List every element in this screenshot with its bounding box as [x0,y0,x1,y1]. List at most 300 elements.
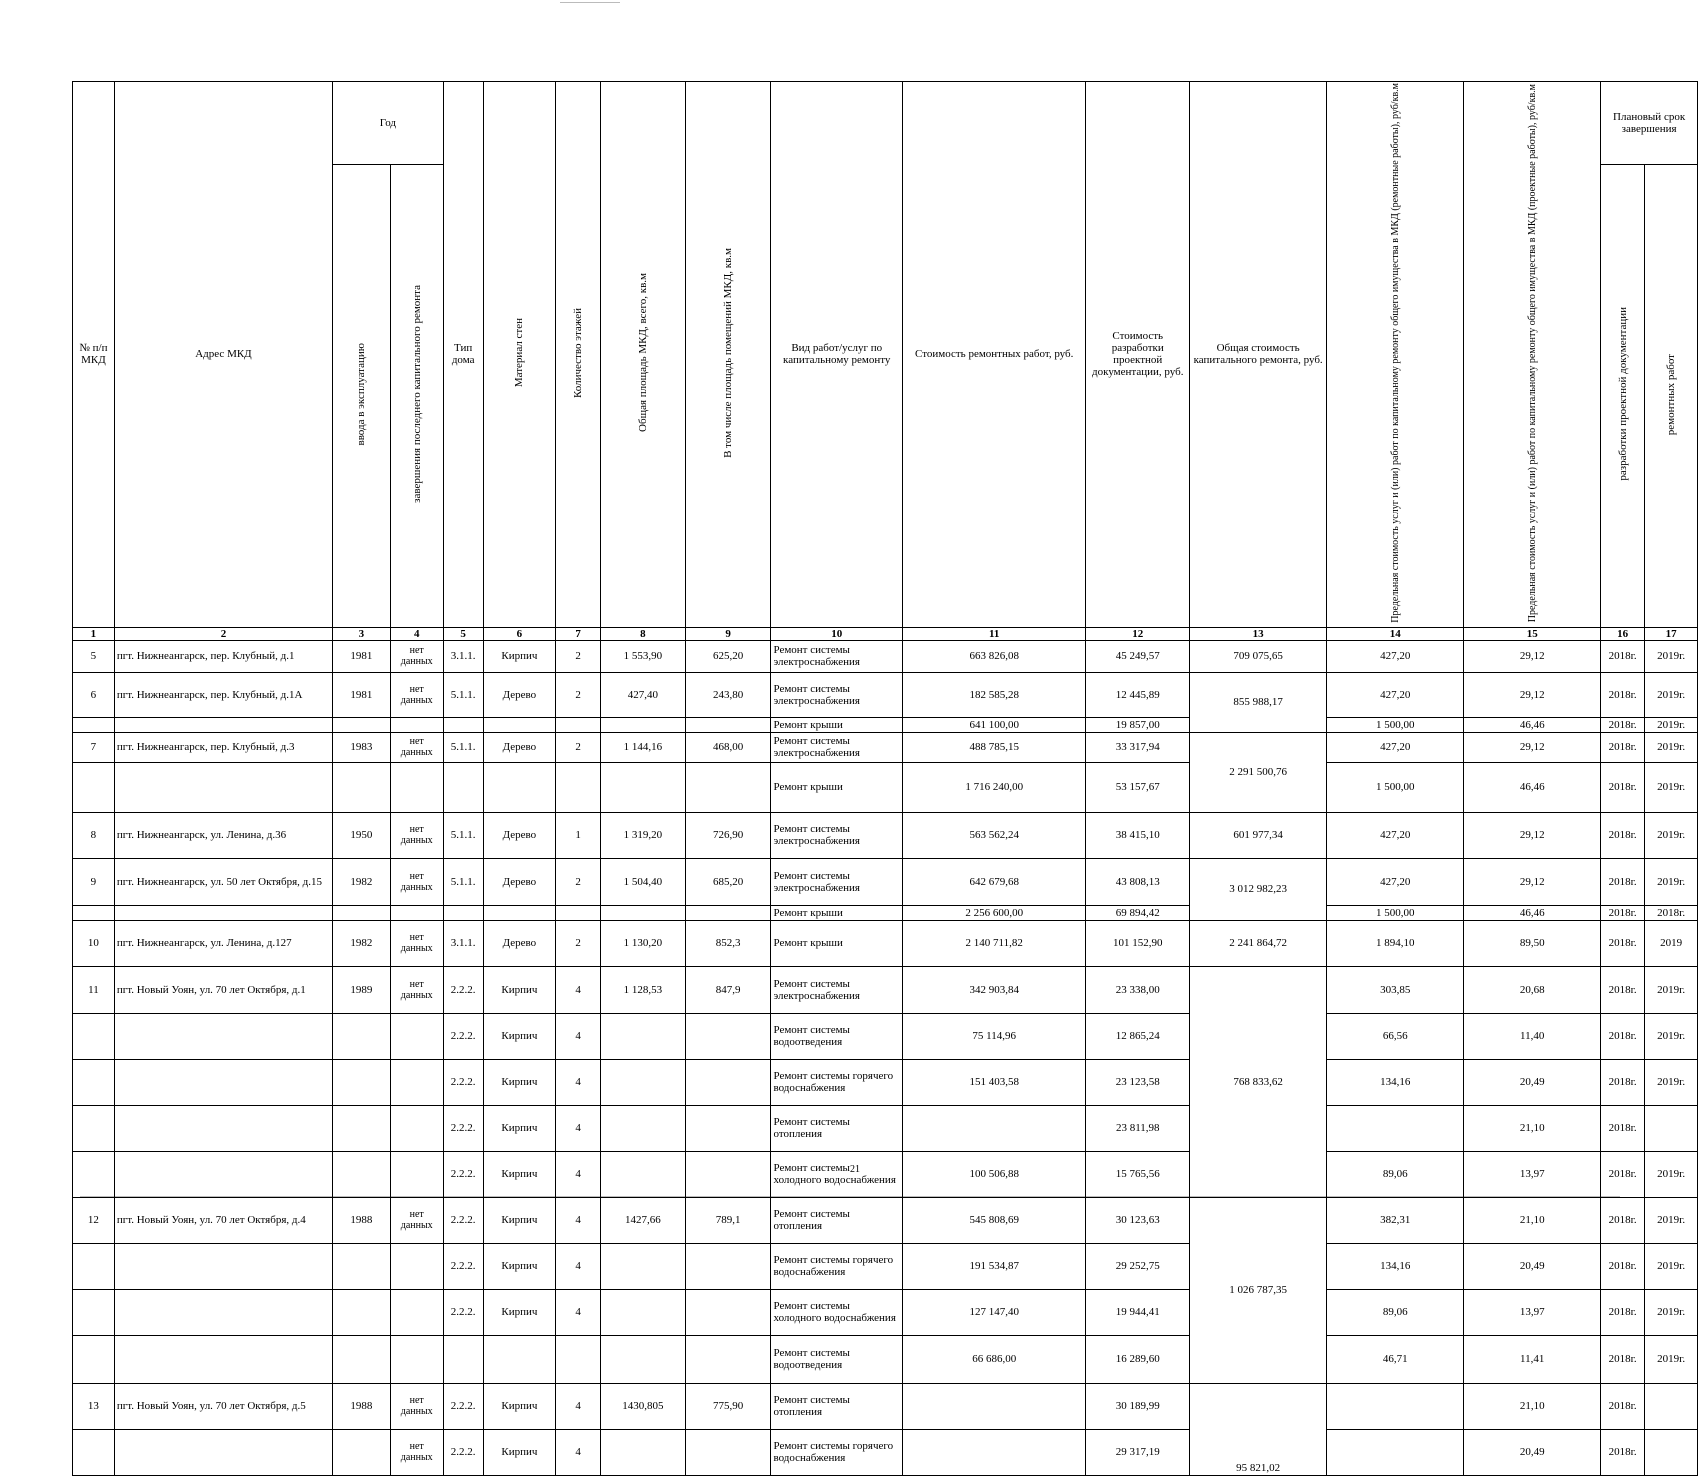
deadline-repair-cell [1645,1105,1698,1151]
limit-project-cell: 29,12 [1464,672,1601,717]
deadline-repair-cell: 2019г. [1645,1059,1698,1105]
row-number: 7 [73,732,115,762]
address-cell [114,1429,332,1475]
deadline-project-cell: 2018г. [1601,1105,1645,1151]
premises-area-cell: 243,80 [685,672,771,717]
wall-material-cell: Кирпич [483,1243,556,1289]
commission-year-cell [333,1289,391,1335]
house-type-cell: 2.2.2. [443,1383,483,1429]
table-row [73,905,1698,920]
house-type-cell: 2.2.2. [443,1429,483,1475]
work-type-cell: Ремонт системы горячего водоснабжения [771,1429,903,1475]
wall-material-cell: Кирпич [483,966,556,1013]
table-row [73,1335,1698,1383]
header-work-type: Вид работ/услуг по капитальному ремонту [771,82,903,628]
total-cost-cell: 601 977,34 [1190,812,1327,858]
commission-year-cell [333,1335,391,1383]
wall-material-cell [483,762,556,812]
address-cell [114,1059,332,1105]
address-cell: пгт. Нижнеангарск, ул. Ленина, д.36 [114,812,332,858]
column-number: 9 [685,627,771,640]
limit-repair-cell: 89,06 [1327,1151,1464,1197]
repair-cost-cell: 642 679,68 [902,858,1085,905]
floors-cell: 4 [556,1197,601,1243]
work-type-cell: Ремонт крыши [771,717,903,732]
total-area-cell: 427,40 [601,672,686,717]
premises-area-cell [685,762,771,812]
limit-repair-cell: 427,20 [1327,732,1464,762]
total-area-cell: 1 130,20 [601,920,686,966]
floors-cell: 4 [556,1105,601,1151]
deadline-project-cell: 2018г. [1601,920,1645,966]
deadline-project-cell: 2018г. [1601,1013,1645,1059]
header-row-number: № п/п МКД [73,82,115,628]
header-total-area: Общая площадь МКД, всего, кв.м [601,82,686,628]
limit-repair-cell: 46,71 [1327,1335,1464,1383]
repair-cost-cell: 545 808,69 [902,1197,1085,1243]
floors-cell: 4 [556,1013,601,1059]
limit-repair-cell: 1 500,00 [1327,762,1464,812]
total-cost-cell: 2 291 500,76 [1190,732,1327,812]
wall-material-cell: Дерево [483,920,556,966]
table-row [73,920,1698,966]
deadline-repair-cell: 2019г. [1645,1289,1698,1335]
wall-material-cell: Кирпич [483,1059,556,1105]
header-project-cost: Стоимость разработки проектной документации, руб. [1086,82,1190,628]
floors-cell [556,1335,601,1383]
limit-project-cell: 46,46 [1464,905,1601,920]
total-area-cell: 1 504,40 [601,858,686,905]
address-cell: пгт. Нижнеангарск, пер. Клубный, д.3 [114,732,332,762]
house-type-cell: 2.2.2. [443,1243,483,1289]
limit-project-cell: 46,46 [1464,717,1601,732]
total-area-cell [601,1105,686,1151]
premises-area-cell [685,1151,771,1197]
total-area-cell [601,1335,686,1383]
premises-area-cell [685,1335,771,1383]
deadline-repair-cell: 2019г. [1645,1243,1698,1289]
project-cost-cell: 16 289,60 [1086,1335,1190,1383]
scan-mark [560,2,620,3]
floors-cell: 4 [556,966,601,1013]
row-number: 5 [73,640,115,672]
house-type-cell: 2.2.2. [443,1013,483,1059]
total-area-cell [601,717,686,732]
row-number: 10 [73,920,115,966]
total-area-cell: 1 144,16 [601,732,686,762]
premises-area-cell: 847,9 [685,966,771,1013]
last-repair-cell: нет данных [390,812,443,858]
row-number: 12 [73,1197,115,1243]
deadline-repair-cell: 2019г. [1645,1197,1698,1243]
deadline-repair-cell: 2019г. [1645,1013,1698,1059]
limit-repair-cell [1327,1429,1464,1475]
last-repair-cell [390,1151,443,1197]
header-year: Год [333,82,444,165]
repair-cost-cell [902,1383,1085,1429]
row-number [73,1335,115,1383]
column-number: 8 [601,627,686,640]
column-number: 11 [902,627,1085,640]
limit-repair-cell: 427,20 [1327,812,1464,858]
wall-material-cell: Кирпич [483,1197,556,1243]
column-number: 15 [1464,627,1601,640]
deadline-project-cell: 2018г. [1601,1151,1645,1197]
project-cost-cell: 23 338,00 [1086,966,1190,1013]
column-number: 12 [1086,627,1190,640]
wall-material-cell: Дерево [483,812,556,858]
last-repair-cell [390,1059,443,1105]
header-deadline-project: разработки проектной документации [1601,164,1645,627]
deadline-project-cell: 2018г. [1601,966,1645,1013]
work-type-cell: Ремонт системы электроснабжения [771,672,903,717]
deadline-repair-cell: 2019г. [1645,1151,1698,1197]
premises-area-cell [685,1105,771,1151]
row-number [73,1105,115,1151]
premises-area-cell: 685,20 [685,858,771,905]
repair-cost-cell: 563 562,24 [902,812,1085,858]
row-number: 13 [73,1383,115,1429]
limit-project-cell: 11,41 [1464,1335,1601,1383]
limit-repair-cell: 303,85 [1327,966,1464,1013]
limit-project-cell: 46,46 [1464,762,1601,812]
row-number [73,905,115,920]
floors-cell: 1 [556,812,601,858]
limit-project-cell: 29,12 [1464,640,1601,672]
project-cost-cell: 23 811,98 [1086,1105,1190,1151]
address-cell [114,717,332,732]
floors-cell [556,762,601,812]
address-cell [114,762,332,812]
house-type-cell: 5.1.1. [443,858,483,905]
premises-area-cell: 789,1 [685,1197,771,1243]
floors-cell: 4 [556,1289,601,1335]
header-commission-year: ввода в эксплуатацию [333,164,391,627]
work-type-cell: Ремонт системы отопления [771,1105,903,1151]
commission-year-cell: 1989 [333,966,391,1013]
total-cost-cell: 95 821,02 [1190,1383,1327,1475]
commission-year-cell [333,1013,391,1059]
commission-year-cell: 1988 [333,1383,391,1429]
deadline-repair-cell: 2019г. [1645,762,1698,812]
table-row [73,1429,1698,1475]
last-repair-cell: нет данных [390,966,443,1013]
commission-year-cell: 1981 [333,672,391,717]
address-cell [114,1243,332,1289]
wall-material-cell [483,1335,556,1383]
deadline-repair-cell [1645,1429,1698,1475]
deadline-repair-cell [1645,1383,1698,1429]
row-number [73,1151,115,1197]
header-last-repair-year: завершения последнего капитального ремонта [390,164,443,627]
header-limit-project: Предельная стоимость услуг и (или) работ по капитальному ремонту общего имущества в МКД (проектные работы), руб/кв.м [1464,82,1601,628]
limit-repair-cell: 66,56 [1327,1013,1464,1059]
total-area-cell [601,1013,686,1059]
address-cell: пгт. Новый Уоян, ул. 70 лет Октября, д.4 [114,1197,332,1243]
header-total-cost: Общая стоимость капитального ремонта, руб. [1190,82,1327,628]
limit-project-cell: 29,12 [1464,858,1601,905]
project-cost-cell: 29 252,75 [1086,1243,1190,1289]
total-cost-cell: 2 241 864,72 [1190,920,1327,966]
table-row [73,812,1698,858]
repair-cost-cell: 2 140 711,82 [902,920,1085,966]
header-deadline-repair: ремонтных работ [1645,164,1698,627]
commission-year-cell: 1988 [333,1197,391,1243]
limit-project-cell: 20,49 [1464,1243,1601,1289]
last-repair-cell [390,1243,443,1289]
project-cost-cell: 69 894,42 [1086,905,1190,920]
limit-repair-cell: 134,16 [1327,1243,1464,1289]
limit-repair-cell [1327,1105,1464,1151]
house-type-cell: 2.2.2. [443,1105,483,1151]
row-number: 8 [73,812,115,858]
project-cost-cell: 30 189,99 [1086,1383,1190,1429]
wall-material-cell: Дерево [483,732,556,762]
deadline-project-cell: 2018г. [1601,1243,1645,1289]
total-area-cell: 1 128,53 [601,966,686,1013]
limit-repair-cell: 1 894,10 [1327,920,1464,966]
premises-area-cell [685,717,771,732]
commission-year-cell: 1983 [333,732,391,762]
address-cell [114,1013,332,1059]
header-house-type: Тип дома [443,82,483,628]
last-repair-cell [390,1013,443,1059]
row-number [73,1013,115,1059]
commission-year-cell [333,1105,391,1151]
floors-cell: 2 [556,732,601,762]
premises-area-cell [685,1429,771,1475]
total-area-cell: 1430,805 [601,1383,686,1429]
work-type-cell: Ремонт системы электроснабжения [771,966,903,1013]
repair-cost-cell: 151 403,58 [902,1059,1085,1105]
deadline-repair-cell: 2019г. [1645,732,1698,762]
commission-year-cell [333,905,391,920]
total-area-cell: 1 553,90 [601,640,686,672]
repair-cost-cell: 488 785,15 [902,732,1085,762]
floors-cell: 4 [556,1429,601,1475]
limit-project-cell: 21,10 [1464,1197,1601,1243]
house-type-cell: 3.1.1. [443,920,483,966]
column-number: 10 [771,627,903,640]
limit-repair-cell: 89,06 [1327,1289,1464,1335]
page-number: 21 [850,1164,860,1175]
commission-year-cell [333,1243,391,1289]
deadline-project-cell: 2018г. [1601,1383,1645,1429]
repair-cost-cell: 1 716 240,00 [902,762,1085,812]
table-row [73,1197,1698,1243]
work-type-cell: Ремонт системы водоотведения [771,1335,903,1383]
capital-repair-table [72,81,1698,1476]
project-cost-cell: 53 157,67 [1086,762,1190,812]
deadline-repair-cell: 2019г. [1645,1335,1698,1383]
wall-material-cell: Кирпич [483,1289,556,1335]
repair-cost-cell: 66 686,00 [902,1335,1085,1383]
house-type-cell [443,717,483,732]
last-repair-cell: нет данных [390,1429,443,1475]
header-limit-repair: Предельная стоимость услуг и (или) работ по капитальному ремонту общего имущества в МКД (ремонтные работы), руб/кв.м [1327,82,1464,628]
limit-project-cell: 20,49 [1464,1429,1601,1475]
premises-area-cell: 775,90 [685,1383,771,1429]
work-type-cell: Ремонт системы электроснабжения [771,640,903,672]
work-type-cell: Ремонт системы холодного водоснабжения [771,1289,903,1335]
deadline-project-cell: 2018г. [1601,1335,1645,1383]
deadline-project-cell: 2018г. [1601,812,1645,858]
total-area-cell [601,1289,686,1335]
repair-cost-cell: 191 534,87 [902,1243,1085,1289]
project-cost-cell: 38 415,10 [1086,812,1190,858]
floors-cell: 2 [556,640,601,672]
work-type-cell: Ремонт системы водоотведения [771,1013,903,1059]
house-type-cell: 2.2.2. [443,1059,483,1105]
column-number: 14 [1327,627,1464,640]
floors-cell: 2 [556,858,601,905]
address-cell [114,905,332,920]
deadline-project-cell: 2018г. [1601,858,1645,905]
premises-area-cell [685,1013,771,1059]
commission-year-cell: 1982 [333,858,391,905]
address-cell: пгт. Нижнеангарск, ул. 50 лет Октября, д.15 [114,858,332,905]
wall-material-cell: Кирпич [483,1151,556,1197]
wall-material-cell: Кирпич [483,640,556,672]
column-number: 13 [1190,627,1327,640]
repair-cost-cell [902,1429,1085,1475]
limit-repair-cell [1327,1383,1464,1429]
header-repair-cost: Стоимость ремонтных работ, руб. [902,82,1085,628]
deadline-repair-cell: 2019г. [1645,672,1698,717]
address-cell [114,1289,332,1335]
row-number [73,1059,115,1105]
work-type-cell: Ремонт крыши [771,905,903,920]
commission-year-cell [333,717,391,732]
limit-project-cell: 13,97 [1464,1289,1601,1335]
last-repair-cell: нет данных [390,920,443,966]
wall-material-cell: Дерево [483,672,556,717]
floors-cell [556,905,601,920]
last-repair-cell [390,1335,443,1383]
project-cost-cell: 30 123,63 [1086,1197,1190,1243]
project-cost-cell: 45 249,57 [1086,640,1190,672]
address-cell: пгт. Нижнеангарск, пер. Клубный, д.1 [114,640,332,672]
project-cost-cell: 101 152,90 [1086,920,1190,966]
deadline-repair-cell: 2019г. [1645,812,1698,858]
limit-repair-cell: 134,16 [1327,1059,1464,1105]
last-repair-cell: нет данных [390,732,443,762]
total-cost-cell: 709 075,65 [1190,640,1327,672]
project-cost-cell: 12 445,89 [1086,672,1190,717]
row-number: 6 [73,672,115,717]
deadline-project-cell: 2018г. [1601,672,1645,717]
table-row [73,640,1698,672]
premises-area-cell: 625,20 [685,640,771,672]
last-repair-cell: нет данных [390,1383,443,1429]
total-area-cell [601,1243,686,1289]
floors-cell [556,717,601,732]
total-area-cell [601,1059,686,1105]
column-number: 17 [1645,627,1698,640]
last-repair-cell: нет данных [390,672,443,717]
limit-repair-cell: 427,20 [1327,672,1464,717]
house-type-cell: 2.2.2. [443,1197,483,1243]
last-repair-cell [390,762,443,812]
total-cost-cell: 855 988,17 [1190,672,1327,732]
deadline-repair-cell: 2019г. [1645,717,1698,732]
table-row [73,732,1698,762]
column-number: 6 [483,627,556,640]
premises-area-cell [685,1289,771,1335]
house-type-cell [443,762,483,812]
work-type-cell: Ремонт системы электроснабжения [771,732,903,762]
house-type-cell: 2.2.2. [443,1151,483,1197]
column-number: 5 [443,627,483,640]
commission-year-cell: 1950 [333,812,391,858]
work-type-cell: Ремонт системы электроснабжения [771,858,903,905]
address-cell [114,1151,332,1197]
house-type-cell: 2.2.2. [443,966,483,1013]
premises-area-cell [685,1243,771,1289]
deadline-project-cell: 2018г. [1601,1059,1645,1105]
deadline-project-cell: 2018г. [1601,640,1645,672]
wall-material-cell: Кирпич [483,1105,556,1151]
house-type-cell: 2.2.2. [443,1289,483,1335]
floors-cell: 4 [556,1243,601,1289]
deadline-project-cell: 2018г. [1601,1429,1645,1475]
wall-material-cell: Дерево [483,858,556,905]
repair-cost-cell: 663 826,08 [902,640,1085,672]
repair-cost-cell: 127 147,40 [902,1289,1085,1335]
address-cell: пгт. Новый Уоян, ул. 70 лет Октября, д.1 [114,966,332,1013]
table-row [73,1289,1698,1335]
table-row [73,672,1698,717]
premises-area-cell: 852,3 [685,920,771,966]
project-cost-cell: 19 857,00 [1086,717,1190,732]
project-cost-cell: 29 317,19 [1086,1429,1190,1475]
column-number-row [73,627,1698,640]
limit-project-cell: 89,50 [1464,920,1601,966]
column-number: 3 [333,627,391,640]
row-number [73,762,115,812]
repair-cost-cell: 75 114,96 [902,1013,1085,1059]
project-cost-cell: 23 123,58 [1086,1059,1190,1105]
wall-material-cell [483,905,556,920]
total-area-cell: 1427,66 [601,1197,686,1243]
row-number [73,1243,115,1289]
project-cost-cell: 15 765,56 [1086,1151,1190,1197]
commission-year-cell [333,1429,391,1475]
deadline-project-cell: 2018г. [1601,732,1645,762]
repair-cost-cell [902,1105,1085,1151]
header-premises-area: В том числе площадь помещений МКД, кв.м [685,82,771,628]
header-wall-material: Материал стен [483,82,556,628]
table-row [73,1383,1698,1429]
last-repair-cell: нет данных [390,1197,443,1243]
total-area-cell: 1 319,20 [601,812,686,858]
column-number: 4 [390,627,443,640]
project-cost-cell: 33 317,94 [1086,732,1190,762]
wall-material-cell: Кирпич [483,1429,556,1475]
address-cell: пгт. Новый Уоян, ул. 70 лет Октября, д.5 [114,1383,332,1429]
work-type-cell: Ремонт системы отопления [771,1383,903,1429]
deadline-project-cell: 2018г. [1601,905,1645,920]
table-row [73,858,1698,905]
floors-cell: 4 [556,1059,601,1105]
deadline-project-cell: 2018г. [1601,1289,1645,1335]
house-type-cell: 5.1.1. [443,812,483,858]
commission-year-cell: 1981 [333,640,391,672]
address-cell [114,1335,332,1383]
total-area-cell [601,762,686,812]
wall-material-cell [483,717,556,732]
floors-cell: 4 [556,1383,601,1429]
